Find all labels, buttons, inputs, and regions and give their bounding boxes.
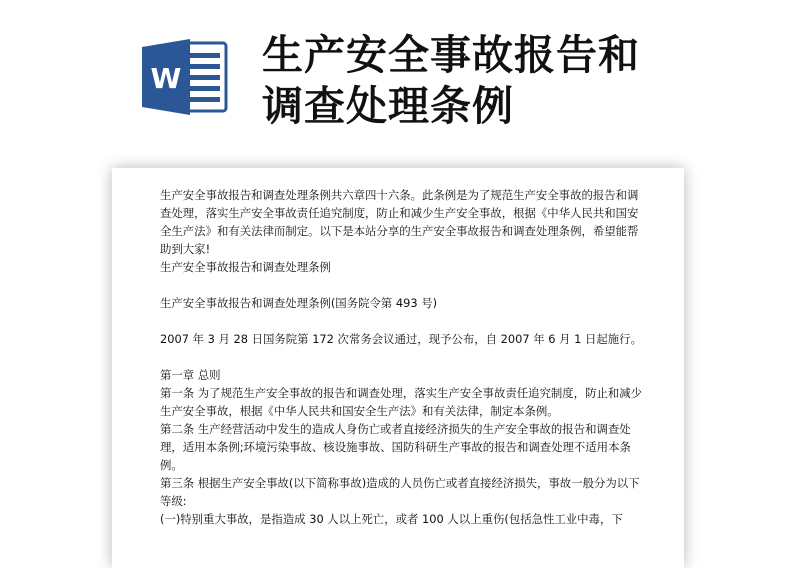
page-title xyxy=(262,30,640,132)
header-banner xyxy=(0,0,800,160)
article-3-item-1: (一)特别重大事故，是指造成 30 人以上死亡，或者 100 人以上重伤(包括急性工业中毒，下 xyxy=(160,512,623,526)
word-doc-icon xyxy=(142,37,228,117)
title-line-2: 调查处理条例 xyxy=(262,82,514,130)
svg-text:W: W xyxy=(150,62,182,95)
article-1: 第一条 为了规范生产安全事故的报告和调查处理，落实生产安全事故责任追究制度，防止和减少生产安全事故，根据《中华人民共和国安全生产法》和有关法律，制定本条例。 xyxy=(160,386,643,418)
document-page xyxy=(112,168,684,568)
doc-heading: 生产安全事故报告和调查处理条例 xyxy=(160,260,331,274)
intro-paragraph: 生产安全事故报告和调查处理条例共六章四十六条。此条例是为了规范生产安全事故的报告和调查处理，落实生产安全事故责任追究制度，防止和减少生产安全事故，根据《中华人民共和国安全生产法》和有关法律而制定。以下是本站分享的生产安全事故报告和调查处理条例，希望能帮助到大家! xyxy=(160,188,639,256)
title-line-1: 生产安全事故报告和 xyxy=(262,31,640,79)
article-3: 第三条 根据生产安全事故(以下简称事故)造成的人员伤亡或者直接经济损失，事故一般分为以下等级: xyxy=(160,476,640,508)
doc-subtitle: 生产安全事故报告和调查处理条例(国务院令第 493 号) xyxy=(160,296,438,310)
chapter-heading: 第一章 总则 xyxy=(160,368,221,382)
article-2: 第二条 生产经营活动中发生的造成人身伤亡或者直接经济损失的生产安全事故的报告和调查处理，适用本条例;环境污染事故、核设施事故、国防科研生产事故的报告和调查处理不适用本条例。 xyxy=(160,422,631,472)
document-body xyxy=(160,186,647,528)
adoption-note: 2007 年 3 月 28 日国务院第 172 次常务会议通过，现予公布，自 2007 年 6 月 1 日起施行。 xyxy=(160,332,642,346)
